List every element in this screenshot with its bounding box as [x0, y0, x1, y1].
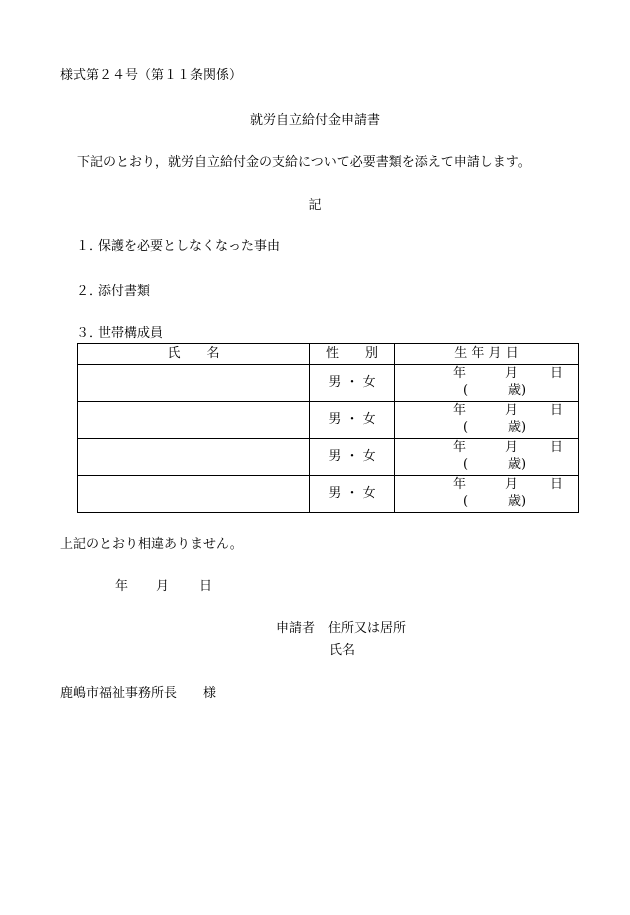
age-label: 歳) [508, 420, 527, 435]
item-reason [76, 239, 280, 255]
day-label: 日 [550, 477, 564, 492]
name-cell[interactable] [78, 439, 310, 476]
applicant-label: 申請者 [276, 621, 316, 636]
birthdate-cell[interactable] [395, 365, 579, 402]
month-label: 月 [505, 403, 519, 418]
month-label: 月 [505, 477, 519, 492]
date-day-label: 日 [199, 579, 213, 594]
birthdate-cell[interactable] [395, 439, 579, 476]
sex-cell[interactable]: 男 ・ 女 [310, 402, 395, 439]
addressee-honorific: 様 [203, 686, 217, 701]
header-name: 氏 名 [78, 344, 310, 365]
document-title: 就労自立給付金申請書 [249, 113, 380, 128]
name-cell[interactable] [78, 402, 310, 439]
sex-cell[interactable]: 男 ・ 女 [310, 439, 395, 476]
item-label: 保護を必要としなくなった事由 [98, 239, 281, 254]
header-birthdate: 生 年 月 日 [395, 344, 579, 365]
year-label: 年 [453, 440, 467, 455]
day-label: 日 [550, 403, 564, 418]
item-attachments [76, 284, 150, 300]
day-label: 日 [550, 440, 564, 455]
intro-text: 下記のとおり，就労自立給付金の支給について必要書類を添えて申請します。 [77, 155, 531, 170]
address-label: 住所又は居所 [328, 621, 407, 636]
year-label: 年 [453, 477, 467, 492]
sex-cell[interactable]: 男 ・ 女 [310, 365, 395, 402]
header-sex: 性 別 [310, 344, 395, 365]
item-number: ３． [76, 326, 103, 341]
year-label: 年 [453, 403, 467, 418]
application-date [115, 579, 212, 595]
table-row [78, 365, 579, 402]
day-label: 日 [550, 366, 564, 381]
age-paren-open: ( [463, 494, 469, 509]
name-cell[interactable] [78, 365, 310, 402]
addressee-name: 鹿嶋市福祉事務所長 [60, 686, 178, 701]
age-label: 歳) [508, 383, 527, 398]
age-label: 歳) [508, 457, 527, 472]
household-members-table [77, 343, 579, 513]
year-label: 年 [453, 366, 467, 381]
date-year-label: 年 [115, 579, 129, 594]
item-number: ２． [76, 284, 103, 299]
addressee [60, 686, 216, 702]
ki-heading: 記 [308, 198, 322, 213]
age-paren-open: ( [463, 457, 469, 472]
month-label: 月 [505, 440, 519, 455]
applicant-address-line [276, 621, 406, 637]
table-header-row [78, 344, 579, 365]
name-cell[interactable] [78, 476, 310, 513]
table-row [78, 439, 579, 476]
item-label: 添付書類 [98, 284, 151, 299]
age-paren-open: ( [463, 383, 469, 398]
age-label: 歳) [508, 494, 527, 509]
table-row [78, 402, 579, 439]
table-row [78, 476, 579, 513]
sex-cell[interactable]: 男 ・ 女 [310, 476, 395, 513]
confirmation-statement: 上記のとおり相違ありません。 [60, 537, 243, 552]
item-number: １． [76, 239, 103, 254]
item-label: 世帯構成員 [98, 326, 164, 341]
applicant-name-label: 氏名 [329, 643, 356, 658]
date-month-label: 月 [156, 579, 170, 594]
birthdate-cell[interactable] [395, 476, 579, 513]
item-household-members [76, 326, 163, 342]
age-paren-open: ( [463, 420, 469, 435]
form-number: 様式第２４号（第１１条関係） [60, 68, 243, 83]
month-label: 月 [505, 366, 519, 381]
birthdate-cell[interactable] [395, 402, 579, 439]
